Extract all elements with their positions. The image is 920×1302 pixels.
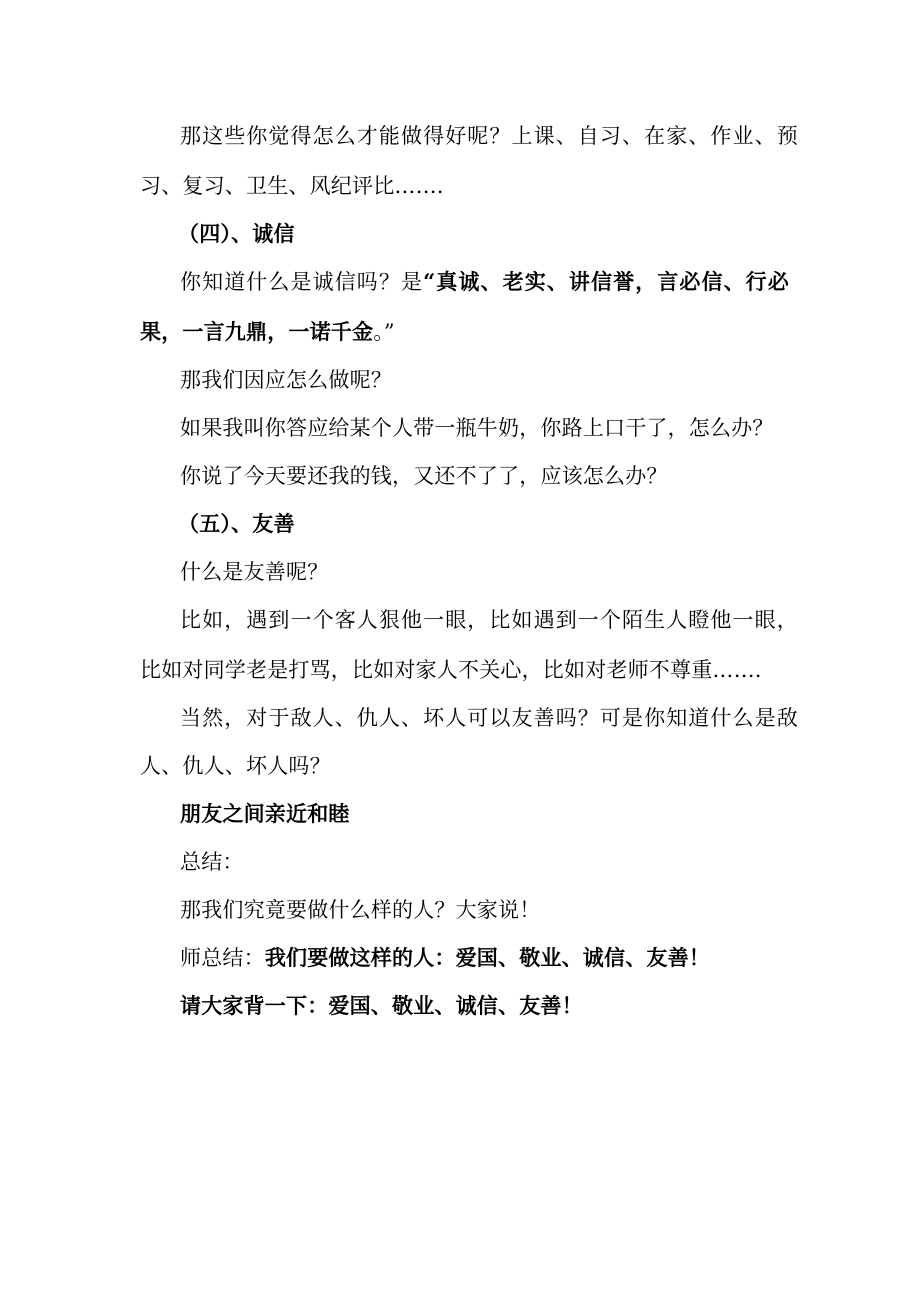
- emphasis-text: “真诚、老实、讲信誉，言必信、行必: [423, 269, 790, 294]
- paragraph-line: [140, 318, 395, 346]
- paragraph-line: 比如，遇到一个客人狠他一眼，比如遇到一个陌生人瞪他一眼，: [180, 608, 799, 632]
- paragraph-line: 朋友之间亲近和睦: [180, 801, 350, 826]
- paragraph-line: 人、仇人、坏人吗？: [140, 754, 331, 778]
- summary-label: 总结：: [180, 850, 244, 874]
- paragraph-line: 习、复习、卫生、风纪评比…….: [140, 174, 444, 198]
- text-span: 你知道什么是诚信吗？是: [180, 270, 424, 294]
- paragraph-line: [180, 944, 710, 972]
- paragraph-line: 那我们因应怎么做呢？: [180, 368, 392, 392]
- paragraph-line: 那这些你觉得怎么才能做得好呢？上课、自习、在家、作业、预: [180, 124, 799, 148]
- paragraph-line: 什么是友善呢？: [180, 560, 329, 584]
- paragraph-line: [180, 268, 790, 296]
- section-heading-friendliness: （五）、友善: [178, 511, 295, 536]
- emphasis-text: 我们要做这样的人：爱国、敬业、诚信、友善！: [264, 945, 711, 970]
- paragraph-line: 比如对同学老是打骂，比如对家人不关心，比如对老师不尊重…….: [140, 658, 762, 682]
- text-span: 师总结：: [180, 946, 265, 970]
- emphasis-text: 果，一言九鼎，一诺千金: [140, 319, 374, 344]
- paragraph-line: 请大家背一下：爱国、敬业、诚信、友善！: [180, 993, 583, 1018]
- paragraph-line: 你说了今天要还我的钱，又还不了了，应该怎么办？: [180, 464, 668, 488]
- paragraph-line: 当然，对于敌人、仇人、坏人可以友善吗？可是你知道什么是敌: [180, 706, 799, 730]
- text-span: 。”: [373, 320, 395, 344]
- paragraph-line: 那我们究竟要做什么样的人？大家说！: [180, 898, 541, 922]
- paragraph-line: 如果我叫你答应给某个人带一瓶牛奶，你路上口干了，怎么办？: [180, 416, 774, 440]
- section-heading-integrity: （四）、诚信: [178, 221, 295, 246]
